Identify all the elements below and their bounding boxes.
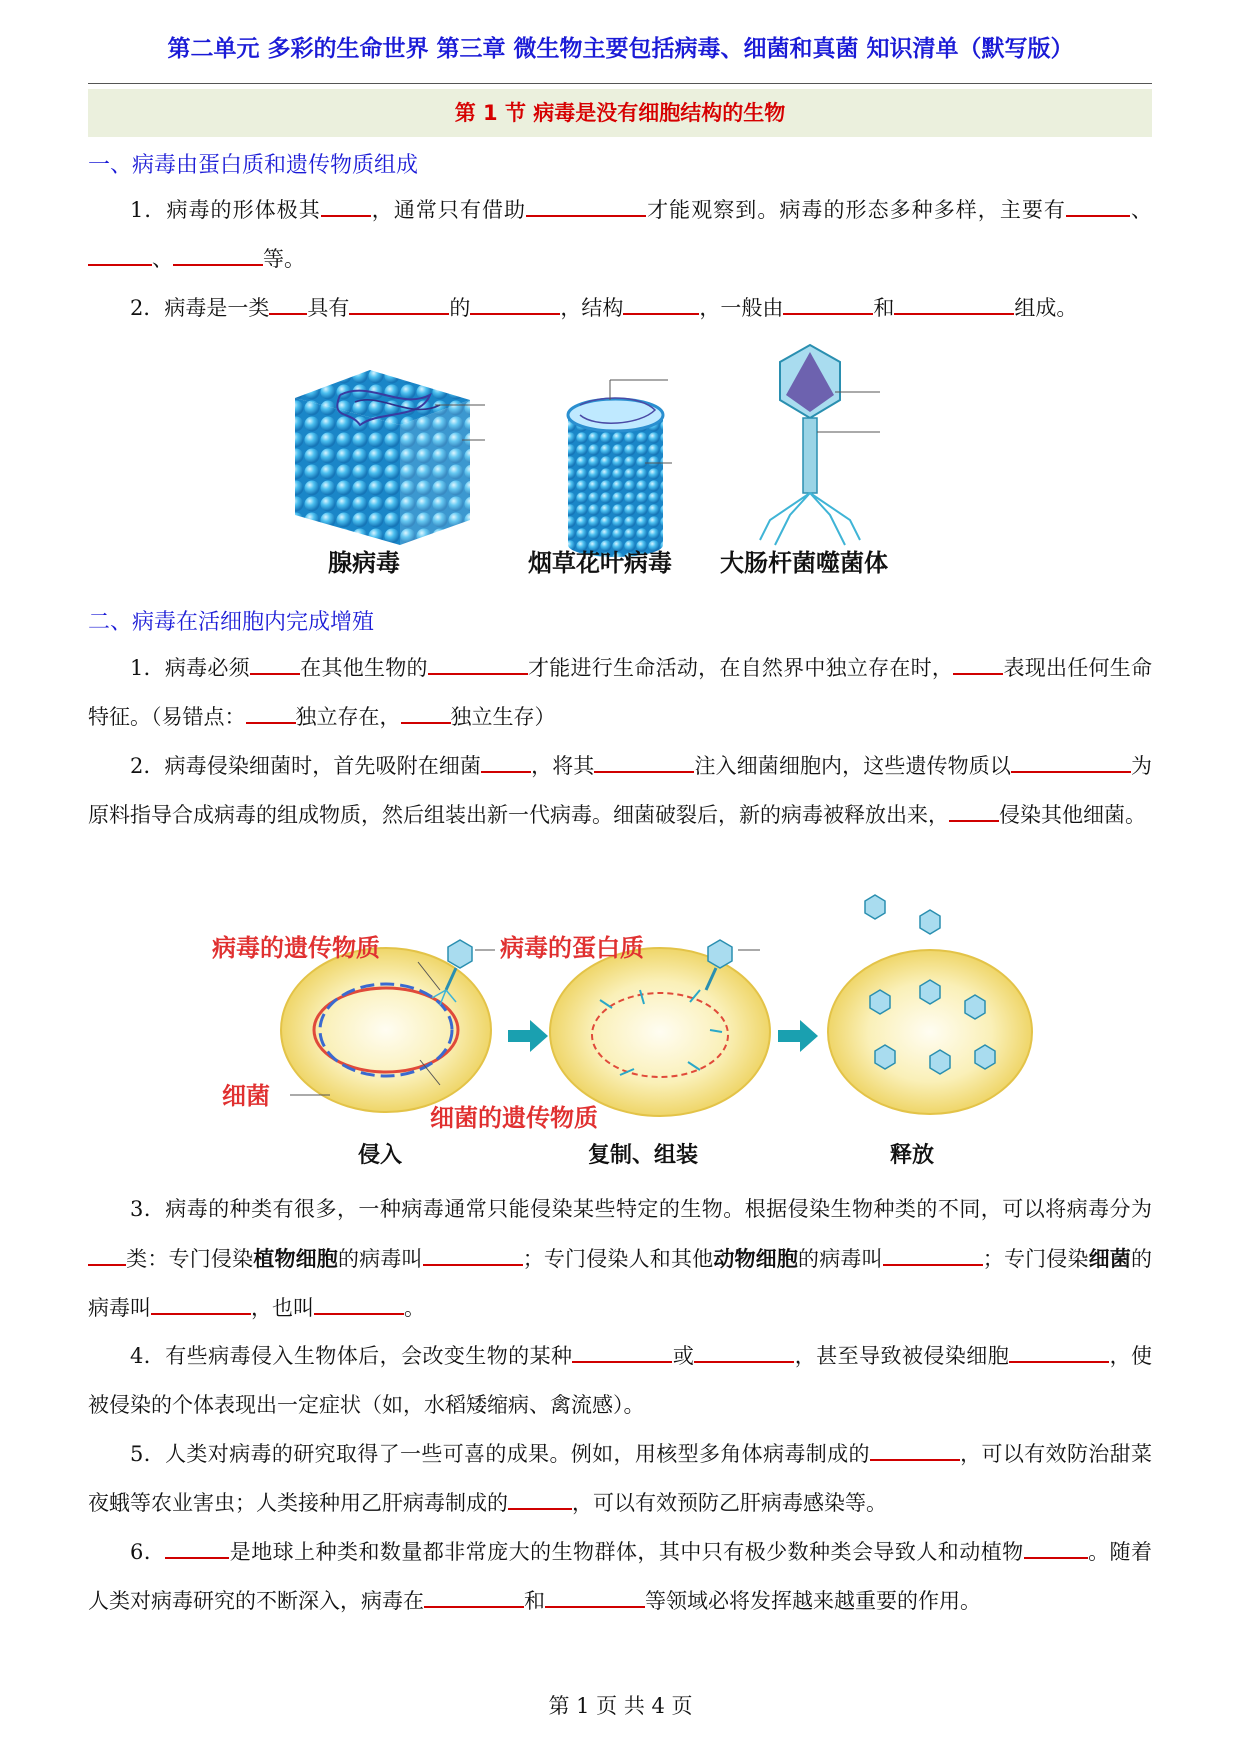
arrow-right-icon xyxy=(778,1020,818,1052)
bacterium-invasion xyxy=(281,940,495,1112)
page-header: 第二单元 多彩的生命世界 第三章 微生物主要包括病毒、细菌和真菌 知识清单（默写版） xyxy=(167,36,1074,62)
blank[interactable] xyxy=(572,1340,672,1363)
step-invasion-label: 侵入 xyxy=(358,1143,403,1168)
part2-paragraph-4: 4．有些病毒侵入生物体后，会改变生物的某种 或 ，甚至导致被侵染细胞 ，使被侵染的个体表现出一定症状（如，水稻矮缩病、禽流感）。 xyxy=(88,1332,1152,1430)
bacterium-genetic-label: 细菌的遗传物质 xyxy=(430,1104,598,1132)
part2-paragraph-6: 6． 是地球上种类和数量都非常庞大的生物群体，其中只有极少数种类会导致人和动植物 。随着人类对病毒研究的不断深入，病毒在 和 等领域必将发挥越来越重要的作用。 xyxy=(88,1528,1152,1626)
virus-genetic-label: 病毒的遗传物质 xyxy=(212,934,380,962)
part2-paragraph-5: 5．人类对病毒的研究取得了一些可喜的成果。例如，用核型多角体病毒制成的 ，可以有效防治甜菜夜蛾等农业害虫；人类接种用乙肝病毒制成的 ，可以有效预防乙肝病毒感染等。 xyxy=(88,1430,1152,1528)
part1-heading: 一、病毒由蛋白质和遗传物质组成 xyxy=(88,153,419,178)
bacterium-label: 细菌 xyxy=(222,1082,270,1110)
virus-protein-label: 病毒的蛋白质 xyxy=(500,934,644,962)
bacterium-release xyxy=(828,895,1032,1114)
blank[interactable] xyxy=(165,1536,229,1559)
page-number: 第 1 页 共 4 页 xyxy=(548,1694,693,1718)
blank[interactable] xyxy=(424,1585,524,1608)
part2-paragraph-1: 1．病毒必须 在其他生物的 才能进行生命活动，在自然界中独立存在时， 表现出任何生命特征。（易错点： 独立存在， 独立生存） xyxy=(88,644,1152,742)
blank[interactable] xyxy=(1009,1340,1109,1363)
part2-paragraph-3: 3．病毒的种类有很多，一种病毒通常只能侵染某些特定的生物。根据侵染生物种类的不同，可以将病毒分为类：专门侵染植物细胞的病毒叫 ；专门侵染人和其他动物细胞的病毒叫 ；专门侵染细菌的病毒叫 ，也叫 。 xyxy=(88,1197,1153,1320)
tmv-label: 烟草花叶病毒 xyxy=(528,549,672,577)
adenovirus-label: 腺病毒 xyxy=(328,549,400,577)
phage-label: 大肠杆菌噬菌体 xyxy=(720,549,888,577)
step-replication-label: 复制、组装 xyxy=(588,1143,699,1168)
blank[interactable] xyxy=(423,1243,523,1266)
step-release-label: 释放 xyxy=(890,1143,935,1168)
blank[interactable] xyxy=(870,1438,960,1461)
part1-paragraph-1: 1．病毒的形体极其 ，通常只有借助 才能观察到。病毒的形态多种多样，主要有 、、 等。 xyxy=(88,186,1152,284)
blank[interactable] xyxy=(883,1243,983,1266)
blank[interactable] xyxy=(314,1292,404,1315)
blank[interactable] xyxy=(508,1487,572,1510)
blank[interactable] xyxy=(1024,1536,1088,1559)
blank[interactable] xyxy=(545,1585,645,1608)
blank[interactable] xyxy=(151,1292,251,1315)
section-title: 第 1 节 病毒是没有细胞结构的生物 xyxy=(88,89,1152,137)
part2-paragraph-2: 2．病毒侵染细菌时，首先吸附在细菌 ，将其 注入细菌细胞内，这些遗传物质以 为原料指导合成病毒的组成物质，然后组装出新一代病毒。细菌破裂后，新的病毒被释放出来， 侵染其他细菌。 xyxy=(88,742,1152,840)
part2-heading: 二、病毒在活细胞内完成增殖 xyxy=(88,610,375,635)
bacterium-replication xyxy=(550,940,770,1116)
arrow-right-icon xyxy=(508,1020,548,1052)
blank[interactable] xyxy=(694,1340,794,1363)
part1-paragraph-2: 2．病毒是一类 具有 的 ，结构 ，一般由 和 组成。 xyxy=(88,284,1152,333)
blank[interactable] xyxy=(88,1243,126,1266)
